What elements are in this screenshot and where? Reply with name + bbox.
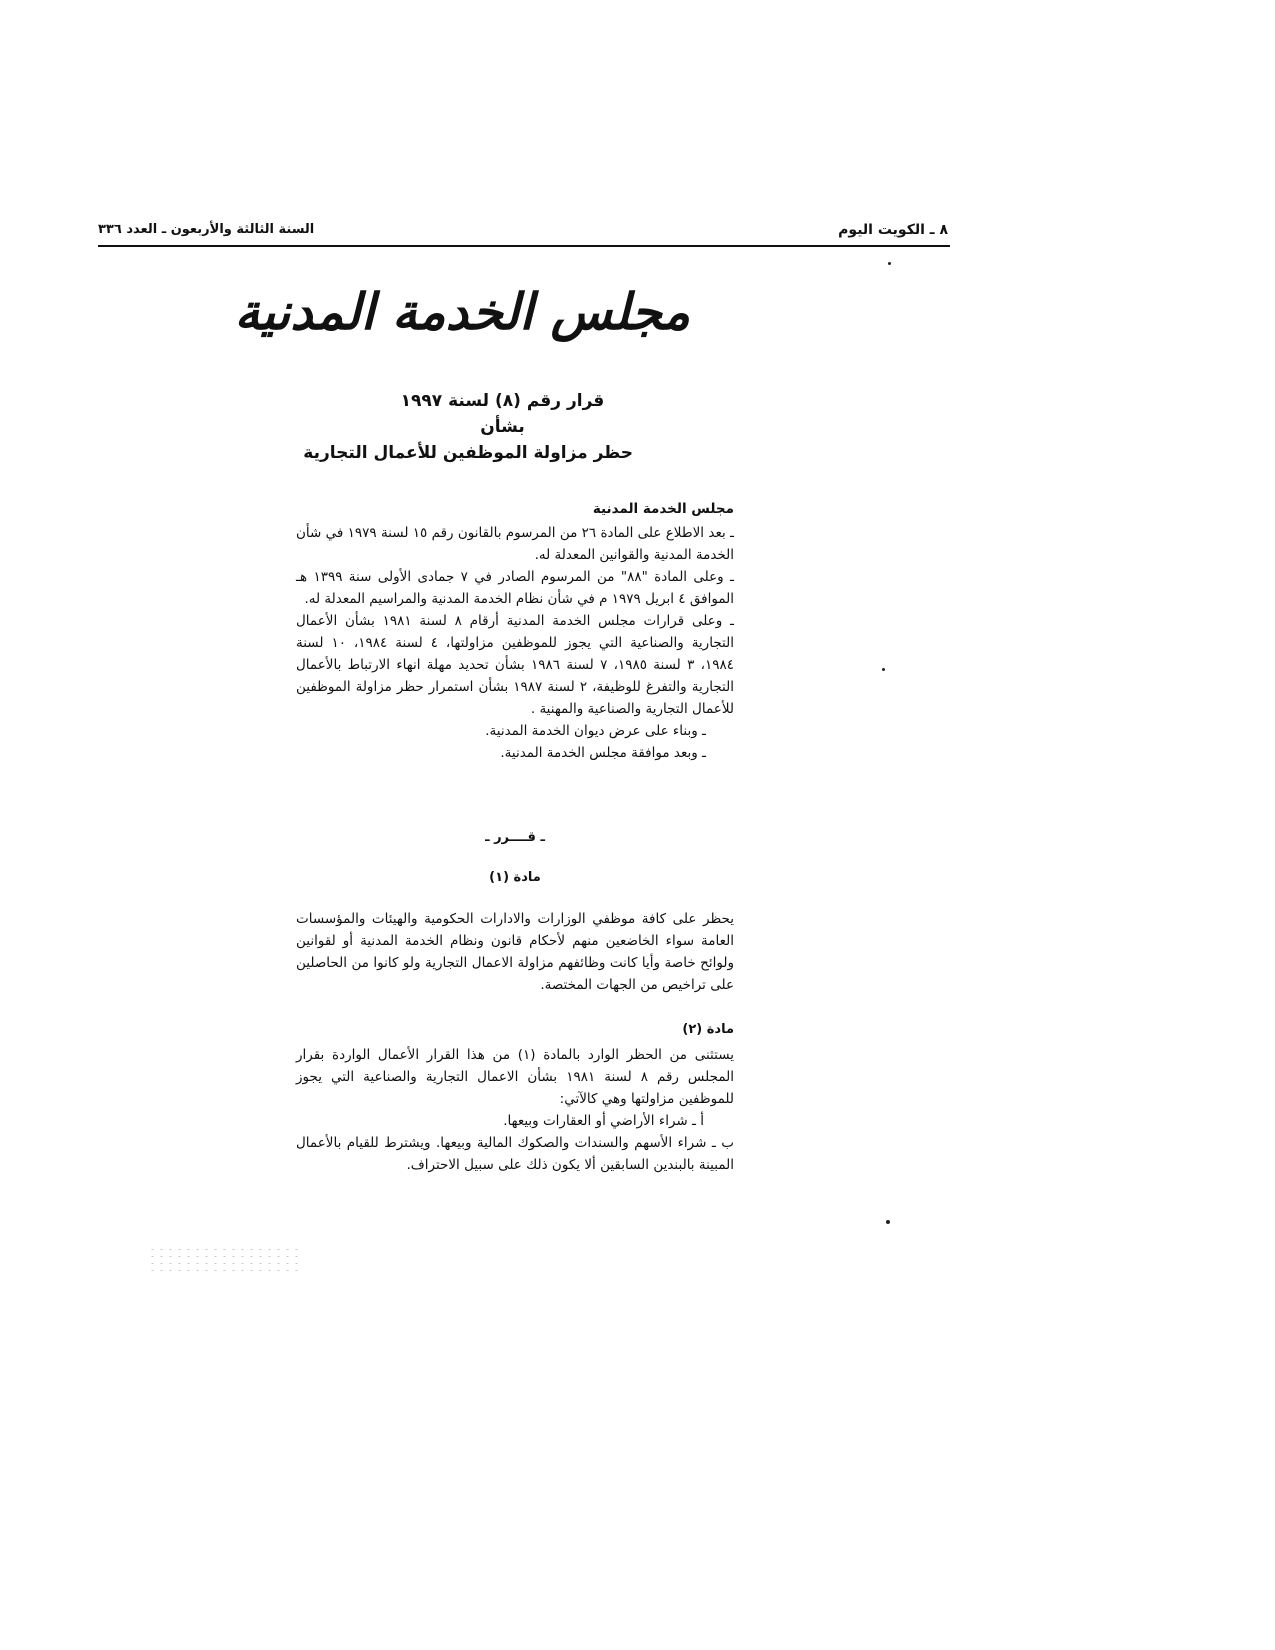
- scan-speck: [882, 668, 885, 671]
- running-header-page-title: ٨ ـ الكويت اليوم: [838, 222, 948, 238]
- scan-speck: [886, 1220, 890, 1224]
- preamble-council: مجلس الخدمة المدنية: [592, 501, 734, 517]
- recital-1: ـ بعد الاطلاع على المادة ٢٦ من المرسوم بالقانون رقم ١٥ لسنة ١٩٧٩ في شأن الخدمة المدنية والقوانين المعدلة له.: [296, 525, 734, 563]
- article-2-item-a: أ ـ شراء الأراضي أو العقارات وبيعها.: [503, 1113, 704, 1129]
- article-2-heading: مادة (٢): [682, 1022, 734, 1037]
- decision-title-number: قرار رقم (٨) لسنة ١٩٩٧: [400, 391, 605, 411]
- preamble-recitals: [296, 522, 734, 764]
- article-2-intro: يستثنى من الحظر الوارد بالمادة (١) من هذا القرار الأعمال الواردة بقرار المجلس رقم ٨ لسنة ١٩٨١ بشأن الاعمال التجارية والصناعية التي يجوز للموظفين مزاولتها وهي كالآتي:: [296, 1047, 734, 1107]
- recital-2: ـ وعلى المادة "٨٨" من المرسوم الصادر في ٧ جمادى الأولى سنة ١٣٩٩ هـ الموافق ٤ ابريل ١٩٧٩ م في شأن نظام الخدمة المدنية والمراسيم المعدلة له.: [296, 569, 735, 607]
- recital-3: ـ وعلى قرارات مجلس الخدمة المدنية أرقام ٨ لسنة ١٩٨١ بشأن الأعمال التجارية والصناعية التي يجوز للموظفين مزاولتها، ٤ لسنة ١٩٨٤، ١٠ لسنة ١٩٨٤، ٣ لسنة ١٩٨٥، ٧ لسنة ١٩٨٦ بشأن تحديد مهلة انهاء الارتباط بالأعمال التجارية والتفرغ للوظيفة، ٢ لسنة ١٩٨٧ بشأن استمرار حظر مزاولة الموظفين للأعمال التجارية والصناعية والمهنية .: [296, 613, 734, 717]
- scan-speck: [888, 262, 891, 265]
- recital-4: ـ وبناء على عرض ديوان الخدمة المدنية.: [485, 723, 706, 739]
- article-2-body: [296, 1044, 734, 1176]
- article-1-text: يحظر على كافة موظفي الوزارات والادارات الحكومية والهيئات والمؤسسات العامة سواء الخاضعين منهم لأحكام قانون ونظام الخدمة المدنية أو لقوانين ولوائح خاصة وأيا كانت وظائفهم مزاولة الاعمال التجارية ولو كانوا من الحاصلين على تراخيص من الجهات المختصة.: [296, 911, 734, 993]
- decision-title-block: [303, 388, 633, 466]
- article-1-heading: مادة (١): [489, 870, 541, 885]
- header-divider: [98, 245, 950, 247]
- masthead-title: مجلس الخدمة المدنية: [234, 282, 690, 341]
- running-header-issue-info: السنة الثالثة والأربعون ـ العدد ٣٣٦: [98, 222, 315, 237]
- decision-title-regarding: بشأن: [480, 417, 525, 437]
- decided-heading: ـ قــــرر ـ: [485, 830, 545, 845]
- scan-noise: [148, 1246, 298, 1274]
- recital-5: ـ وبعد موافقة مجلس الخدمة المدنية.: [500, 745, 706, 761]
- decision-title-subject: حظر مزاولة الموظفين للأعمال التجارية: [303, 443, 633, 463]
- article-2-item-b: ب ـ شراء الأسهم والسندات والصكوك المالية وبيعها. ويشترط للقيام بالأعمال المبينة بالبندين السابقين ألا يكون ذلك على سبيل الاحتراف.: [296, 1135, 734, 1173]
